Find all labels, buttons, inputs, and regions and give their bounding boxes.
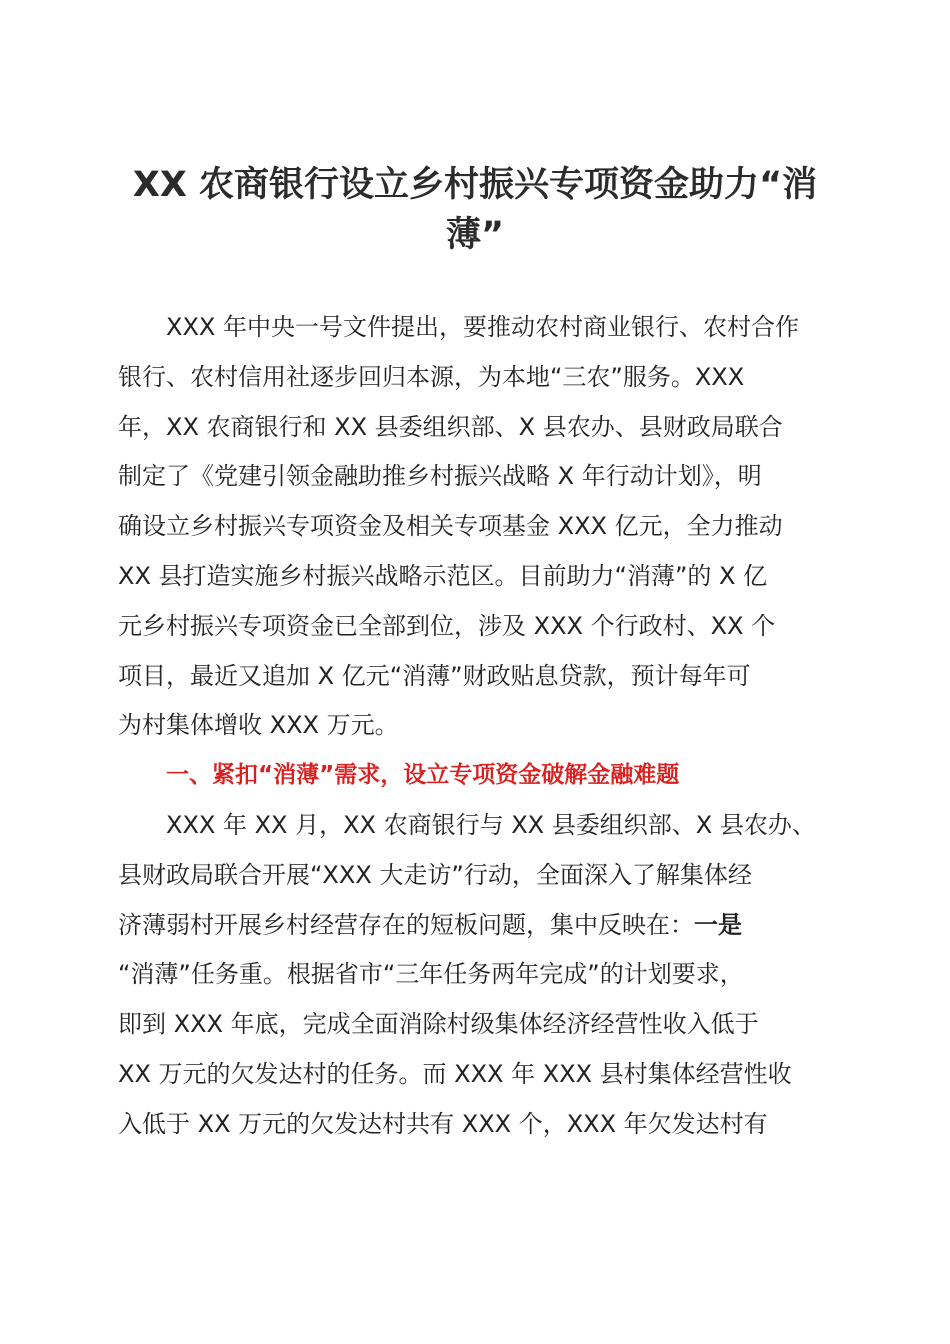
paragraph-2-line: 入低于 XX 万元的欠发达村共有 XXX 个，XXX 年欠发达村有 xyxy=(118,1109,768,1138)
emphasis-first-point: 一是 xyxy=(694,910,742,939)
document-title xyxy=(118,160,832,260)
paragraph-1-line: 制定了《党建引领金融助推乡村振兴战略 X 年行动计划》，明 xyxy=(118,462,762,491)
paragraph-1-line: 为村集体增收 XXX 万元。 xyxy=(118,711,399,740)
document-body xyxy=(118,303,832,1150)
paragraph-2-line: 即到 XXX 年底，完成全面消除村级集体经济经营性收入低于 xyxy=(118,1010,759,1039)
paragraph-1-line: 年，XX 农商银行和 XX 县委组织部、X 县农办、县财政局联合 xyxy=(118,412,783,441)
paragraph-1-line: 元乡村振兴专项资金已全部到位，涉及 XXX 个行政村、XX 个 xyxy=(118,611,776,640)
paragraph-1-line: XXX 年中央一号文件提出，要推动农村商业银行、农村合作 xyxy=(166,313,799,341)
title-line-1: XX 农商银行设立乡村振兴专项资金助力“消 xyxy=(132,165,818,205)
paragraph-2-line: “消薄”任务重。根据省市“三年任务两年完成”的计划要求， xyxy=(118,960,744,989)
paragraph-2-line: 县财政局联合开展“XXX 大走访”行动，全面深入了解集体经 xyxy=(118,860,752,889)
section-heading: 一、紧扣“消薄”需求，设立专项资金破解金融难题 xyxy=(166,762,680,789)
paragraph-1-line: 银行、农村信用社逐步回归本源，为本地“三农”服务。XXX xyxy=(118,362,745,391)
paragraph-2-line: XXX 年 XX 月，XX 农商银行与 XX 县委组织部、X 县农办、 xyxy=(166,810,816,839)
paragraph-2-text: 济薄弱村开展乡村经营存在的短板问题，集中反映在： xyxy=(118,910,694,939)
paragraph-1-line: XX 县打造实施乡村振兴战略示范区。目前助力“消薄”的 X 亿 xyxy=(118,561,768,590)
paragraph-1-line: 项目，最近又追加 X 亿元“消薄”财政贴息贷款，预计每年可 xyxy=(118,661,751,690)
paragraph-2-line: XX 万元的欠发达村的任务。而 XXX 年 XXX 县村集体经营性收 xyxy=(118,1059,792,1088)
paragraph-2-line xyxy=(118,901,832,951)
paragraph-1-line: 确设立乡村振兴专项资金及相关专项基金 XXX 亿元，全力推动 xyxy=(118,512,783,541)
title-line-2: 薄” xyxy=(445,215,504,255)
